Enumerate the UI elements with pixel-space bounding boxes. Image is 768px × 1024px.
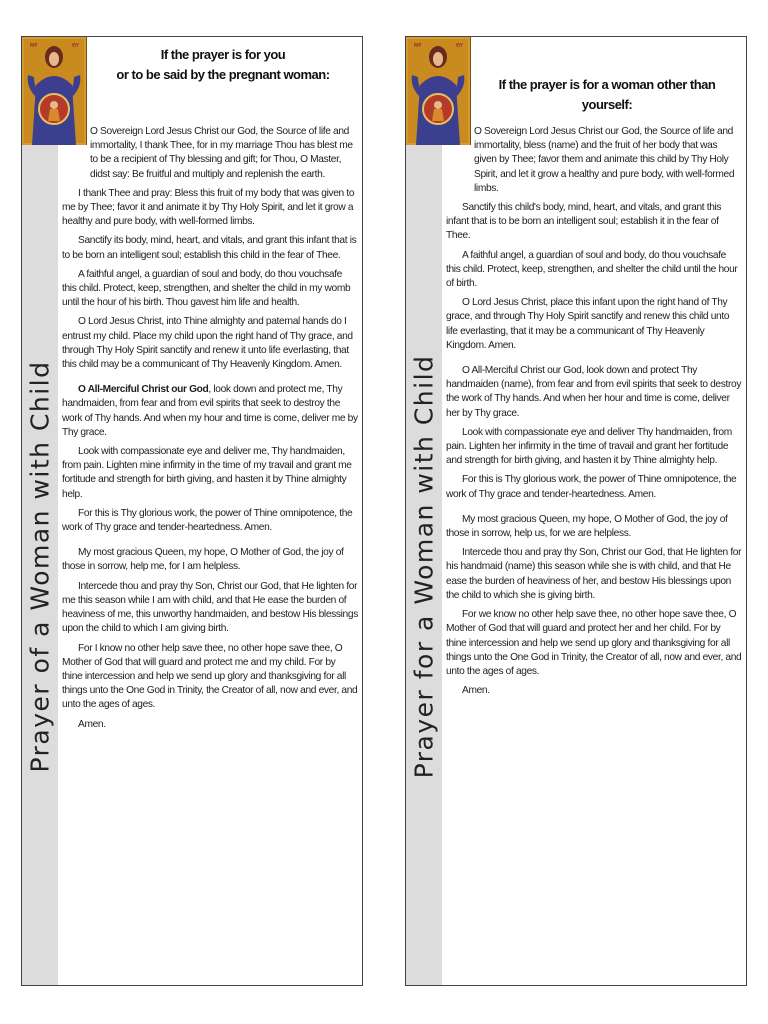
side-title-text: Prayer for a Woman with Child: [409, 354, 439, 778]
prayer-card-left: [21, 36, 363, 986]
paragraph: I thank Thee and pray: Bless this fruit of my body that was given to me by Thee; favor it and animate it by Thy Holy Spirit, and let it grow a healthy and pure body, with well-formed limbs.: [62, 187, 355, 228]
svg-text:ΘΥ: ΘΥ: [72, 43, 79, 49]
paragraph: A faithful angel, a guardian of soul and body, do thou vouchsafe this child. Protect, keep, strengthen, and shelter the child until the hour of birth.: [446, 249, 738, 290]
paragraph: Intercede thou and pray thy Son, Christ our God, that He lighten for his handmaid (name) this season while she is with child, and that He ease the burden of heaviness of her, and bestow His blessings upon the child to which she is giving birth.: [446, 547, 742, 601]
heading-line: If the prayer is for a woman other than yourself:: [498, 77, 716, 112]
paragraph: A faithful angel, a guardian of soul and body, do thou vouchsafe this child. Protect, keep, strengthen, and shelter the child in my womb until the hour of his birth. Thou gavest him life and health.: [62, 268, 351, 309]
paragraph: Look with compassionate eye and deliver Thy handmaiden, from pain. Lighten her infirmity in the time of travail and grant her fortitude and strength for birth giving, and hasten it by Thine almighty help.: [446, 426, 732, 467]
paragraph: For we know no other help save thee, no other hope save thee, O Mother of God that will guard and protect her and her child. For by thine intercession and help we send up glory and thanksgiving for all things unto the One God in Trinity, the Creator of all, now and ever, and unto the ages of ages.: [446, 609, 742, 677]
prayer-body: [446, 125, 742, 703]
paragraph: My most gracious Queen, my hope, O Mother of God, the joy of those in sorrow, help me, for I am helpless.: [62, 547, 344, 573]
paragraph: O Sovereign Lord Jesus Christ our God, the Source of life and immortality, I thank Thee, for in my marriage Thou has blest me to be a recipient of Thy blessing and gift; for Thou, O Master, didst say: Be fruitful and multiply and replenish the earth.: [90, 126, 353, 180]
paragraph: O Lord Jesus Christ, into Thine almighty and paternal hands do I entrust my child. Place my child upon the right hand of Thy grace, and through Thy Holy Spirit sanctify and renew it unto life everlasting, that this child may be a communicant of Thy Heavenly Kingdom. Amen.: [62, 316, 353, 371]
svg-text:MP: MP: [30, 43, 38, 49]
paragraph: Amen.: [462, 685, 490, 697]
prayer-body: [62, 125, 358, 737]
paragraph: Amen.: [78, 718, 106, 730]
paragraph: O Sovereign Lord Jesus Christ our God, the Source of life and immortality, bless (name) and the fruit of her body that was given by Thee; favor them and animate this child by Thy Holy Spirit, and let it grow a healthy and pure body, with well-formed limbs.: [474, 126, 735, 194]
paragraph: For this is Thy glorious work, the power of Thine omnipotence, the work of Thy grace and tender-heartedness. Amen.: [62, 507, 353, 534]
paragraph: Sanctify this child's body, mind, heart, and vitals, and grant this infant that is to be born an intelligent soul; establish it in the fear of Thee.: [446, 202, 722, 242]
heading-line-1: If the prayer is for you: [160, 47, 286, 62]
paragraph: My most gracious Queen, my hope, O Mother of God, the joy of those in sorrow, help us, for we are helpless.: [446, 513, 728, 540]
paragraph: Intercede thou and pray thy Son, Christ our God, that He lighten for me this season while I am with child, and that He ease the burden of heaviness of me, this unworthy handmaiden, and bestow His blessings upon the child to which I am giving birth.: [62, 580, 358, 635]
paragraph: O Lord Jesus Christ, place this infant upon the right hand of Thy grace, and through Thy Holy Spirit sanctify and renew this child unto life everlasting, that it may be a communicant of Thy Heavenly Kingdom. Amen.: [446, 297, 730, 351]
heading-line-2: or to be said by the pregnant woman:: [116, 67, 330, 82]
paragraph: For I know no other help save thee, no other hope save thee, O Mother of God that will guard and protect me and my child. For by thine intercession and help we send up glory and thanksgiving for all things unto the One God in Trinity, the Creator of all, now and ever, and unto the ages of ages.: [62, 642, 358, 711]
paragraph: O All-Merciful Christ our God, look down and protect Thy handmaiden (name), from fear and from evil spirits that seek to destroy the work of Thy hands. And when her hour and time is come, deliver her by Thy grace.: [446, 365, 742, 419]
side-title-text: Prayer of a Woman with Child: [25, 359, 55, 773]
paragraph: Look with compassionate eye and deliver me, Thy handmaiden, from pain. Lighten mine infirmity in the time of my travail and grant me fortitude and strength for birth giving, and hasten it by Thine almighty help.: [62, 446, 352, 500]
svg-text:ΘΥ: ΘΥ: [456, 43, 463, 49]
prayer-card-right: [405, 36, 747, 986]
side-title: [22, 145, 58, 986]
paragraph: [62, 383, 358, 440]
svg-text:MP: MP: [414, 43, 422, 49]
prayer-heading: [472, 75, 742, 115]
side-title: [406, 145, 442, 986]
paragraph: For this is Thy glorious work, the power of Thine omnipotence, the work of Thy grace and tender-heartedness. Amen.: [446, 474, 737, 500]
bold-lead: O All-Merciful Christ our God: [78, 384, 209, 396]
paragraph-rest: , look down and protect me, Thy handmaiden, from fear and from evil spirits that seek to destroy the work of Thy hands. And when my hour and time is come, deliver me by Thy grace.: [62, 384, 358, 438]
prayer-heading: [88, 45, 358, 85]
paragraph: Sanctify its body, mind, heart, and vitals, and grant this infant that is to be born an intelligent soul; establish this child in the fear of Thee.: [62, 235, 357, 261]
